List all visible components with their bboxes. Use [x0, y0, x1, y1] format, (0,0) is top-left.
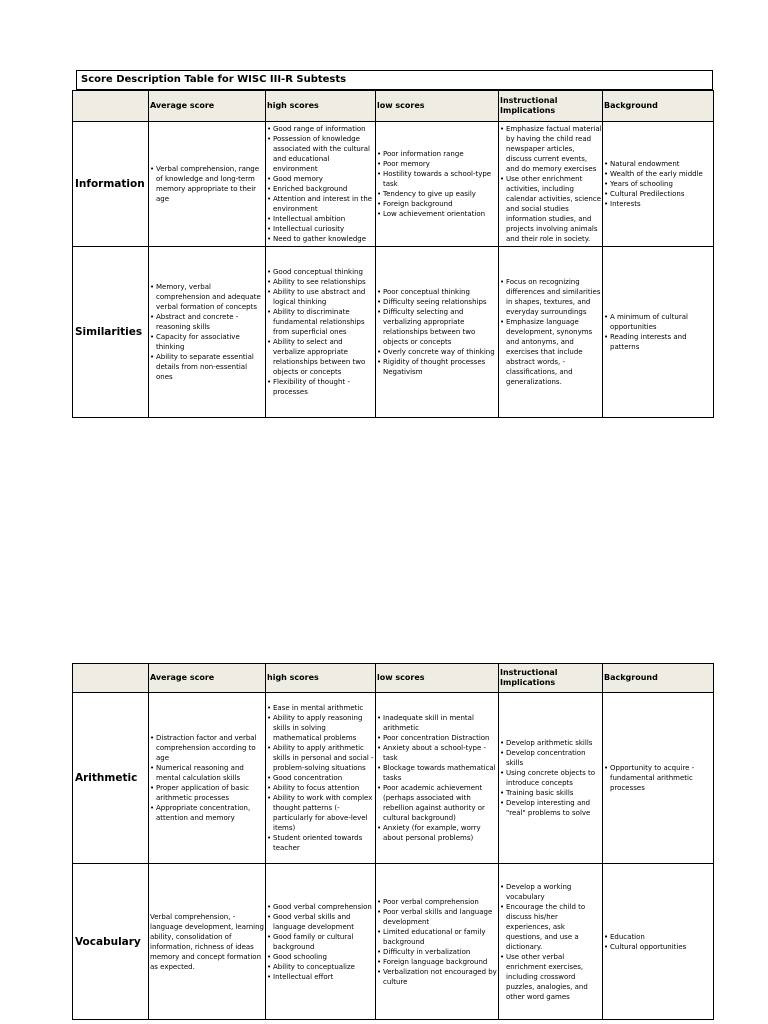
list-item: • Memory, verbal comprehension and adequate verbal formation of concepts — [150, 282, 265, 312]
list-item: • Encourage the child to discuss his/her experiences, ask questions, and use a dictionary. — [500, 902, 602, 952]
cell-low — [376, 864, 499, 1020]
list-item: • Good memory — [267, 174, 375, 184]
score-table-upper — [72, 90, 714, 418]
cell-high — [266, 693, 376, 864]
list-item: • Attention and interest in the environment — [267, 194, 375, 214]
list-item: • Difficulty selecting and verbalizing appropriate relationships between two objects or concepts — [377, 307, 498, 347]
header-low-scores: low scores — [376, 91, 499, 122]
list-item: • Develop arithmetic skills — [500, 738, 602, 748]
list-item: • Good range of information — [267, 124, 375, 134]
list-item: • Good conceptual thinking — [267, 267, 375, 277]
list-item: • Poor concentration Distraction — [377, 733, 498, 743]
row-label-vocabulary: Vocabulary — [73, 864, 149, 1020]
list-item: • Ability to focus attention — [267, 783, 375, 793]
list-item: • Flexibility of thought - processes — [267, 377, 375, 397]
list-item: • Foreign language background — [377, 957, 498, 967]
list-item: • Need to gather knowledge — [267, 234, 375, 244]
cell-low — [376, 693, 499, 864]
list-item: • Ability to select and verbalize appropriate relationships between two objects or concepts — [267, 337, 375, 377]
header-high-scores: high scores — [266, 91, 376, 122]
list-item: • Emphasize language development, synonyms and antonyms, and exercises that include abstract words, - classifications, and generalizations. — [500, 317, 602, 387]
header-background: Background — [603, 664, 714, 693]
cell-instructional — [499, 122, 603, 247]
table-row — [73, 122, 714, 247]
list-item: • Develop interesting and "real" problems to solve — [500, 798, 602, 818]
list-item: • Cultural Predilections — [604, 189, 713, 199]
cell-average — [149, 693, 266, 864]
list-item: • Distraction factor and verbal comprehension according to age — [150, 733, 265, 763]
list-item: • Good verbal comprehension — [267, 902, 375, 912]
list-item: • Student oriented towards teacher — [267, 833, 375, 853]
list-item: • Ability to conceptualize — [267, 962, 375, 972]
cell-high — [266, 247, 376, 418]
table-row — [73, 864, 714, 1020]
cell-instructional — [499, 693, 603, 864]
list-item: • Years of schooling — [604, 179, 713, 189]
table-row — [73, 247, 714, 418]
cell-background — [603, 693, 714, 864]
list-item: • Interests — [604, 199, 713, 209]
list-item: • A minimum of cultural opportunities — [604, 312, 713, 332]
header-corner — [73, 91, 149, 122]
list-item: • Ability to discriminate fundamental relationships from superficial ones — [267, 307, 375, 337]
list-item: • Difficulty in verbalization — [377, 947, 498, 957]
list-item: • Opportunity to acquire - fundamental arithmetic processes — [604, 763, 713, 793]
cell-high — [266, 122, 376, 247]
table-row — [73, 693, 714, 864]
table-title: Score Description Table for WISC III-R Subtests — [76, 70, 713, 90]
list-item: • Abstract and concrete - reasoning skills — [150, 312, 265, 332]
list-item: • Poor memory — [377, 159, 498, 169]
cell-background — [603, 247, 714, 418]
cell-instructional — [499, 864, 603, 1020]
cell-low — [376, 247, 499, 418]
list-item: • Enriched background — [267, 184, 375, 194]
list-item: • Ease in mental arithmetic — [267, 703, 375, 713]
list-item: • Education — [604, 932, 713, 942]
list-item: • Ability to use abstract and logical thinking — [267, 287, 375, 307]
list-item: • Verbal comprehension, range of knowledge and long-term memory appropriate to their age — [150, 164, 265, 204]
cell-background — [603, 122, 714, 247]
list-item: • Foreign background — [377, 199, 498, 209]
list-item: • Ability to see relationships — [267, 277, 375, 287]
list-item: • Numerical reasoning and mental calculation skills — [150, 763, 265, 783]
cell-average — [149, 122, 266, 247]
score-table-lower — [72, 663, 714, 1020]
list-item: • Cultural opportunities — [604, 942, 713, 952]
header-instructional-implications: Instructional Implications — [499, 664, 603, 693]
header-low-scores: low scores — [376, 664, 499, 693]
list-item: • Good family or cultural background — [267, 932, 375, 952]
list-item: • Develop concentration skills — [500, 748, 602, 768]
list-item: • Inadequate skill in mental arithmetic — [377, 713, 498, 733]
list-item: • Poor information range — [377, 149, 498, 159]
list-item: • Poor academic achievement (perhaps associated with rebellion against authority or cultural background) — [377, 783, 498, 823]
list-item: • Using concrete objects to introduce concepts — [500, 768, 602, 788]
list-item: • Emphasize factual material by having the child read newspaper articles, discuss current events, and do memory exercises — [500, 124, 602, 174]
list-item: • Verbalization not encouraged by culture — [377, 967, 498, 987]
list-item: • Proper application of basic arithmetic processes — [150, 783, 265, 803]
list-item: • Anxiety about a school-type - task — [377, 743, 498, 763]
table-header-row — [73, 91, 714, 122]
list-item: • Focus on recognizing differences and similarities in shapes, textures, and everyday surroundings — [500, 277, 602, 317]
header-corner — [73, 664, 149, 693]
list-item: • Good verbal skills and language development — [267, 912, 375, 932]
row-label-information: Information — [73, 122, 149, 247]
list-item: • Good schooling — [267, 952, 375, 962]
list-item: • Poor verbal skills and language development — [377, 907, 498, 927]
list-item: • Ability to separate essential details from non-essential ones — [150, 352, 265, 382]
header-average-score: Average score — [149, 91, 266, 122]
header-average-score: Average score — [149, 664, 266, 693]
header-high-scores: high scores — [266, 664, 376, 693]
list-item: • Training basic skills — [500, 788, 602, 798]
cell-average — [149, 864, 266, 1020]
list-item: • Reading interests and patterns — [604, 332, 713, 352]
list-item: • Intellectual ambition — [267, 214, 375, 224]
list-item: • Ability to apply arithmetic skills in personal and social - problem-solving situations — [267, 743, 375, 773]
list-item: • Appropriate concentration, attention and memory — [150, 803, 265, 823]
list-item: • Hostility towards a school-type task — [377, 169, 498, 189]
list-item: • Use other verbal enrichment exercises, including crossword puzzles, analogies, and other word games — [500, 952, 602, 1002]
cell-instructional — [499, 247, 603, 418]
table-header-row — [73, 664, 714, 693]
header-instructional-implications: Instructional Implications — [499, 91, 603, 122]
list-item: • Ability to apply reasoning skills in solving mathematical problems — [267, 713, 375, 743]
list-item: • Tendency to give up easily — [377, 189, 498, 199]
list-item: • Difficulty seeing relationships — [377, 297, 498, 307]
list-item: • Capacity for associative thinking — [150, 332, 265, 352]
average-text: Verbal comprehension, - language development, learning ability, consolidation of information, richness of ideas memory and concept formation as expected. — [150, 912, 264, 971]
list-item: • Possession of knowledge associated with the cultural and educational environment — [267, 134, 375, 174]
list-item: • Overly concrete way of thinking — [377, 347, 498, 357]
list-item: • Intellectual curiosity — [267, 224, 375, 234]
cell-average — [149, 247, 266, 418]
list-item: • Natural endowment — [604, 159, 713, 169]
list-item: • Limited educational or family background — [377, 927, 498, 947]
row-label-arithmetic: Arithmetic — [73, 693, 149, 864]
cell-low — [376, 122, 499, 247]
list-item: • Intellectual effort — [267, 972, 375, 982]
list-item: • Ability to work with complex thought patterns (- particularly for above-level items) — [267, 793, 375, 833]
cell-high — [266, 864, 376, 1020]
header-background: Background — [603, 91, 714, 122]
list-item: • Low achievement orientation — [377, 209, 498, 219]
cell-background — [603, 864, 714, 1020]
list-item: • Develop a working vocabulary — [500, 882, 602, 902]
list-item: • Good concentration — [267, 773, 375, 783]
list-item: • Use other enrichment activities, including calendar activities, science and social studies information studies, and projects involving animals and their role in society. — [500, 174, 602, 244]
list-item: • Anxiety (for example, worry about personal problems) — [377, 823, 498, 843]
row-label-similarities: Similarities — [73, 247, 149, 418]
list-item: • Rigidity of thought processes Negativism — [377, 357, 498, 377]
list-item: • Blockage towards mathematical tasks — [377, 763, 498, 783]
list-item: • Wealth of the early middle — [604, 169, 713, 179]
list-item: • Poor verbal comprehension — [377, 897, 498, 907]
list-item: • Poor conceptual thinking — [377, 287, 498, 297]
